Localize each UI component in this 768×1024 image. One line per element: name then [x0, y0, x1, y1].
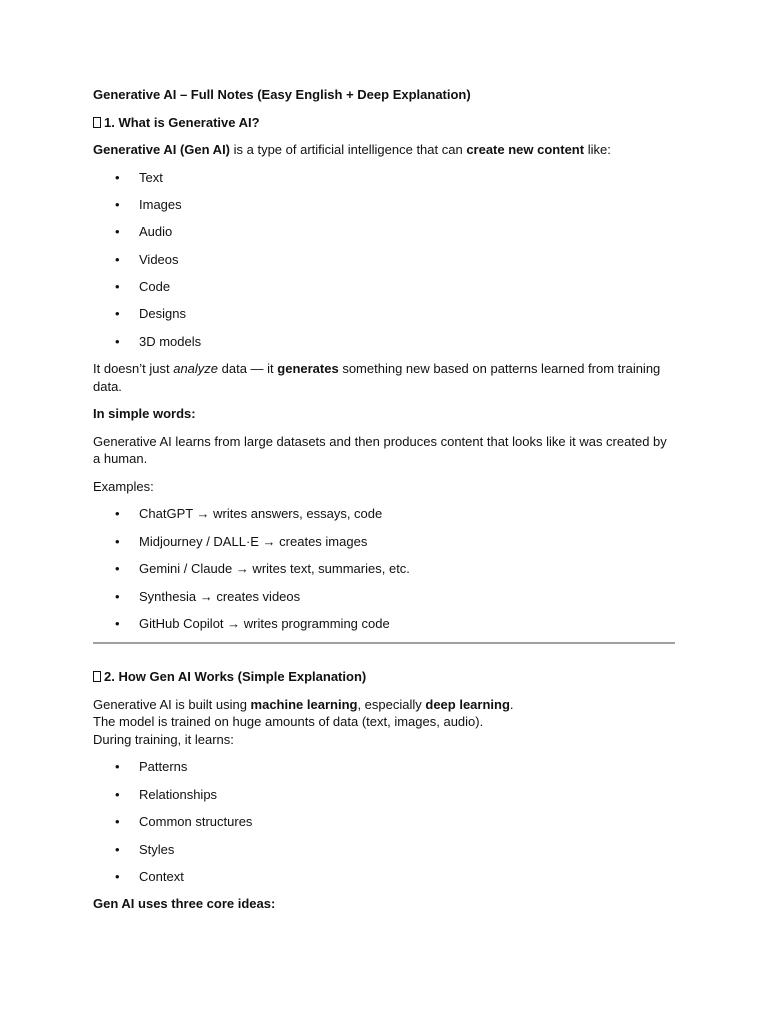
learns-list — [93, 758, 675, 885]
list-item — [93, 588, 675, 606]
list-item-text: Text — [139, 169, 163, 185]
bullet-icon: • — [115, 506, 120, 522]
simple-words-label — [93, 405, 673, 423]
p2-bold-word: generates — [277, 361, 339, 377]
section-2-line-2: The model is trained on huge amounts of data (text, images, audio). — [93, 714, 484, 730]
bullet-icon: • — [115, 533, 120, 549]
intro-bold-phrase: create new content — [466, 142, 585, 157]
intro-mid-text: is a type of artificial intelligence that can — [230, 142, 467, 157]
bullet-icon: • — [115, 868, 120, 884]
bullet-icon: • — [115, 279, 120, 295]
list-item — [93, 305, 675, 323]
horizontal-divider — [93, 642, 675, 644]
examples-label: Examples: — [93, 478, 154, 494]
p2-start-text: It doesn’t just — [93, 361, 174, 377]
l1-bold-ml: machine learning — [250, 696, 358, 712]
section-2-line-1 — [93, 696, 673, 714]
bullet-icon: • — [115, 841, 120, 857]
list-item — [93, 868, 675, 886]
list-item — [93, 841, 675, 859]
list-item-text: Code — [139, 279, 171, 295]
p2-italic-word: analyze — [173, 361, 219, 377]
list-item — [93, 169, 675, 187]
p2-mid-text: data — it — [218, 361, 278, 377]
bullet-icon: • — [115, 333, 120, 349]
list-item-text: Common structures — [139, 814, 253, 830]
bullet-icon: • — [115, 224, 120, 240]
section-1-intro — [93, 141, 673, 159]
document-title: Generative AI – Full Notes (Easy English + Deep Explanation) — [93, 87, 471, 102]
list-item-text: Synthesia → creates videos — [139, 588, 301, 604]
bullet-icon: • — [115, 786, 120, 802]
list-item-text: Audio — [139, 224, 173, 240]
bullet-icon: • — [115, 306, 120, 322]
section-1-heading-text: 1. What is Generative AI? — [104, 114, 260, 130]
bullet-icon: • — [115, 251, 120, 267]
bullet-icon: • — [115, 169, 120, 185]
examples-list — [93, 505, 675, 632]
intro-bold-term: Generative AI (Gen AI) — [93, 142, 231, 157]
list-item-text: Styles — [139, 841, 175, 857]
list-item-text: Patterns — [139, 759, 188, 775]
list-item — [93, 786, 675, 804]
bullet-icon: • — [115, 588, 120, 604]
l1-start-text: Generative AI is built using — [93, 696, 251, 712]
list-item-text: Designs — [139, 306, 186, 322]
content-types-list — [93, 169, 675, 351]
bullet-icon: • — [115, 759, 120, 775]
list-item-text: 3D models — [139, 333, 202, 349]
list-item-text: Gemini / Claude → writes text, summaries, etc. — [139, 561, 410, 577]
list-item — [93, 505, 675, 523]
bullet-icon: • — [115, 615, 120, 631]
bullet-icon: • — [115, 196, 120, 212]
simple-words-text: Generative AI learns from large datasets and then produces content that looks like it was created by a human. — [93, 433, 667, 467]
l1-end-text: . — [509, 696, 514, 712]
list-item-text: Context — [139, 868, 184, 884]
list-item — [93, 196, 675, 214]
bullet-icon: • — [115, 814, 120, 830]
list-item-text: Relationships — [139, 786, 218, 802]
l1-bold-dl: deep learning — [425, 696, 510, 712]
core-ideas-label — [93, 895, 673, 913]
section-2-intro — [93, 696, 673, 749]
core-ideas-label-text: Gen AI uses three core ideas: — [93, 896, 276, 912]
list-item — [93, 560, 675, 578]
intro-end-text: like: — [584, 142, 611, 157]
section-2-line-3: During training, it learns: — [93, 731, 234, 747]
generates-paragraph — [93, 360, 673, 395]
list-item — [93, 615, 675, 633]
list-item — [93, 223, 675, 241]
list-item — [93, 251, 675, 269]
list-item — [93, 758, 675, 776]
list-item-text: ChatGPT → writes answers, essays, code — [139, 506, 383, 522]
list-item — [93, 813, 675, 831]
list-item-text: GitHub Copilot → writes programming code — [139, 615, 390, 631]
list-item — [93, 333, 675, 351]
simple-words-label-text: In simple words: — [93, 406, 196, 422]
emoji-placeholder-icon — [93, 117, 101, 128]
list-item-text: Images — [139, 196, 182, 212]
section-2-heading-text: 2. How Gen AI Works (Simple Explanation) — [104, 669, 367, 685]
list-item — [93, 278, 675, 296]
section-1-heading — [93, 114, 675, 132]
p2-end-text: something new based on patterns learned from training data. — [93, 361, 661, 394]
list-item-text: Videos — [139, 251, 179, 267]
section-2-heading — [93, 668, 675, 686]
list-item — [93, 533, 675, 551]
emoji-placeholder-icon — [93, 671, 101, 682]
l1-mid-text: , especially — [357, 696, 426, 712]
bullet-icon: • — [115, 561, 120, 577]
list-item-text: Midjourney / DALL·E → creates images — [139, 533, 368, 549]
